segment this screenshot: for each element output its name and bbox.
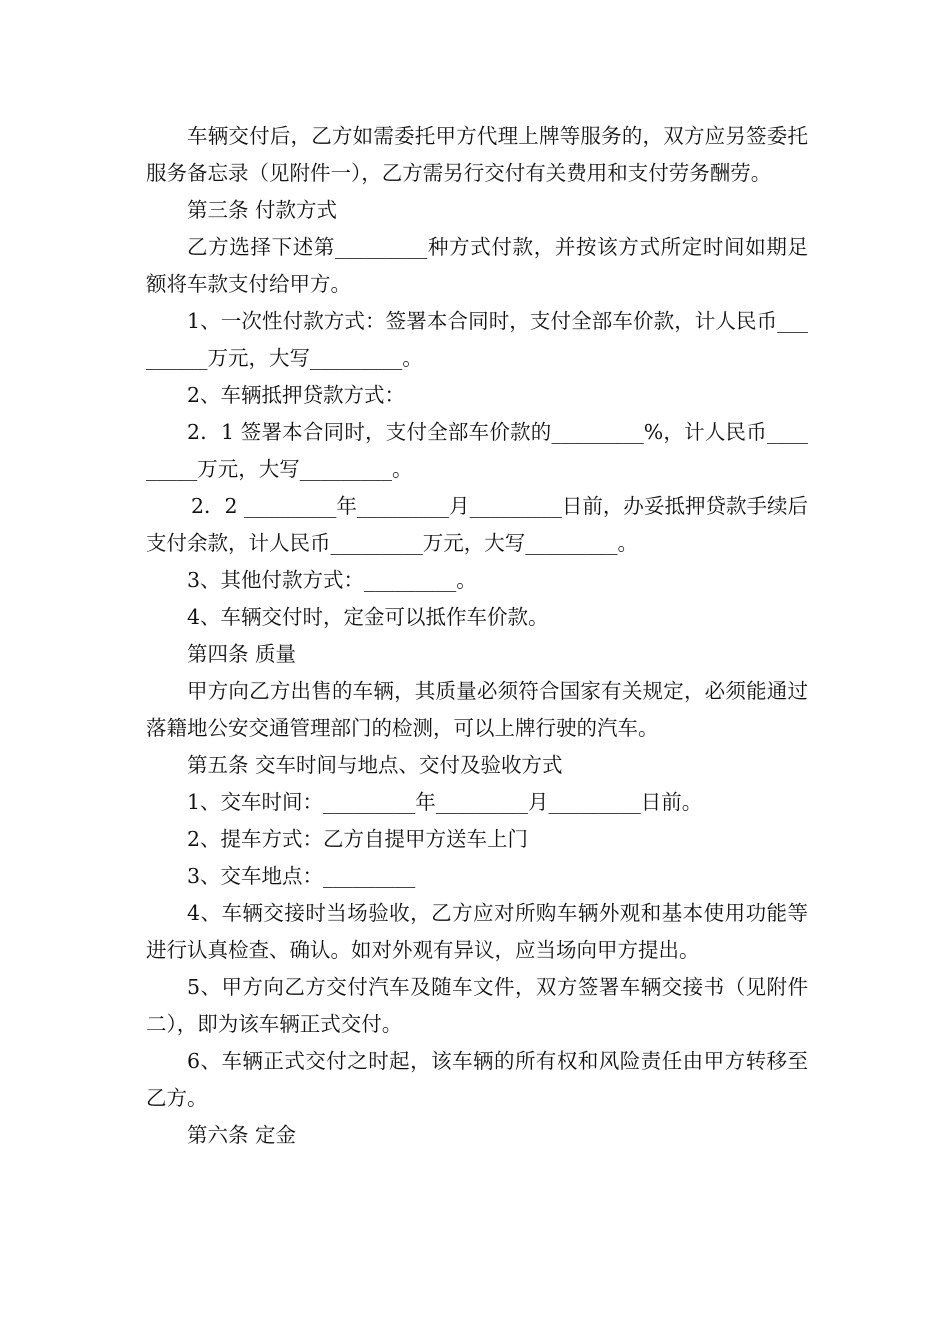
heading-article-5: 第五条 交车时间与地点、交付及验收方式 [187,753,563,777]
paragraph-ownership-transfer: 6、车辆正式交付之时起，该车辆的所有权和风险责任由甲方转移至乙方。 [146,1049,808,1110]
paragraph-pickup-method: 2、提车方式：乙方自提甲方送车上门 [187,827,529,851]
paragraph-quality: 甲方向乙方出售的车辆，其质量必须符合国家有关规定，必须能通过落籍地公安交通管理部门的检测，可以上牌行驶的汽车。 [146,679,808,740]
paragraph-payment-choice: 乙方选择下述第_________种方式付款，并按该方式所定时间如期足额将车款支付给甲方。 [146,235,808,296]
heading-article-4: 第四条 质量 [187,642,297,666]
paragraph-mortgage-2-2: 2．2 _________年_________月_________日前，办妥抵押贷款手续后支付余款，计人民币_________万元，大写_________。 [146,494,808,555]
paragraph-delivery-agency: 车辆交付后，乙方如需委托甲方代理上牌等服务的，双方应另签委托服务备忘录（见附件一），乙方需另行交付有关费用和支付劳务酬劳。 [146,124,808,185]
paragraph-delivery-time: 1、交车时间：_________年_________月_________日前。 [187,790,703,814]
paragraph-deposit-offset: 4、车辆交付时，定金可以抵作车价款。 [187,605,549,629]
paragraph-lump-sum: 1、一次性付款方式：签署本合同时，支付全部车价款，计人民币_________万元，大写_________。 [146,309,808,370]
paragraph-mortgage-2-1: 2．1 签署本合同时，支付全部车价款的_________%，计人民币_________万元，大写_________。 [146,420,808,481]
paragraph-inspection: 4、车辆交接时当场验收，乙方应对所购车辆外观和基本使用功能等进行认真检查、确认。如对外观有异议，应当场向甲方提出。 [146,901,808,962]
paragraph-delivery-place: 3、交车地点：_________ [187,864,416,888]
heading-article-6: 第六条 定金 [187,1123,297,1147]
paragraph-mortgage-loan: 2、车辆抵押贷款方式： [187,383,406,407]
paragraph-other-payment: 3、其他付款方式：_________。 [187,568,477,592]
paragraph-handover: 5、甲方向乙方交付汽车及随车文件，双方签署车辆交接书（见附件二），即为该车辆正式交付。 [146,975,808,1036]
heading-article-3: 第三条 付款方式 [187,198,338,222]
document-body [146,118,808,1154]
